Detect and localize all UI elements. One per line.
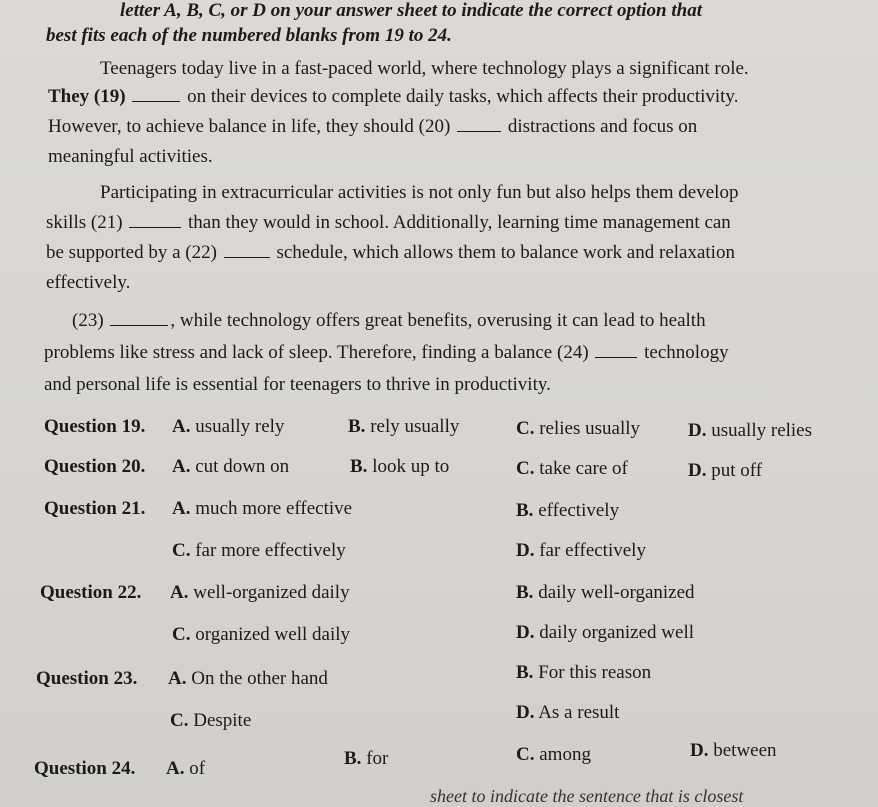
q24-option-c[interactable]: [516, 744, 591, 766]
question-21: [44, 498, 145, 520]
question-20-label: Question 20.: [44, 456, 146, 477]
question-23-label: Question 23.: [36, 668, 138, 689]
q24-option-a[interactable]: [166, 758, 205, 780]
q22-option-c-text: organized well daily: [195, 624, 350, 645]
p2-line-4: effectively.: [46, 272, 131, 293]
q22-option-d[interactable]: [516, 622, 694, 644]
q23-option-d-key: D.: [516, 702, 535, 723]
q21-option-d[interactable]: [516, 540, 646, 562]
q22-option-c-key: C.: [172, 624, 191, 645]
q24-option-c-key: C.: [516, 744, 535, 765]
q19-option-c-key: C.: [516, 418, 535, 439]
q23-option-a-key: A.: [168, 668, 187, 689]
question-19-label: Question 19.: [44, 416, 146, 437]
question-21-label: Question 21.: [44, 498, 146, 519]
p3-line-1: [72, 310, 706, 332]
q23-option-d[interactable]: [516, 702, 619, 724]
q20-option-d-key: D.: [688, 460, 707, 481]
q19-option-b[interactable]: [348, 416, 459, 438]
q24-option-c-text: among: [539, 744, 591, 765]
q22-option-b[interactable]: [516, 582, 695, 604]
q23-option-c-text: Despite: [193, 710, 252, 731]
q22-option-c[interactable]: [172, 624, 350, 646]
p3-line-3: and personal life is essential for teenagers to thrive in productivity.: [44, 374, 551, 395]
q21-option-a[interactable]: [172, 498, 352, 520]
q20-option-b[interactable]: [350, 456, 449, 478]
q19-option-a-text: usually rely: [195, 416, 285, 437]
q21-option-c[interactable]: [172, 540, 346, 562]
q19-option-d-key: D.: [688, 420, 707, 441]
p3-line-2-text-b: technology: [644, 342, 729, 363]
q22-option-b-key: B.: [516, 582, 534, 603]
blank-19: [132, 100, 180, 102]
q21-option-b-text: effectively: [538, 500, 620, 521]
q21-option-a-text: much more effective: [195, 498, 353, 519]
q19-option-b-text: rely usually: [370, 416, 460, 437]
q23-option-b-text: For this reason: [538, 662, 652, 683]
instruction-line-1: letter A, B, C, or D on your answer sheet to indicate the correct option that: [120, 0, 702, 21]
q21-option-c-text: far more effectively: [195, 540, 346, 561]
q20-option-c-key: C.: [516, 458, 535, 479]
p3-line-1-text-a: (23): [72, 310, 104, 331]
q22-option-a-key: A.: [170, 582, 189, 603]
q19-option-d[interactable]: [688, 420, 812, 442]
q20-option-a[interactable]: [172, 456, 289, 478]
q24-option-d-key: D.: [690, 740, 709, 761]
q19-option-a[interactable]: [172, 416, 284, 438]
next-instruction-partial: sheet to indicate the sentence that is closest: [430, 786, 744, 806]
blank-21: [129, 226, 181, 228]
q20-option-a-key: A.: [172, 456, 191, 477]
question-23: [36, 668, 137, 690]
blank-label-19: They (19): [48, 86, 131, 107]
q22-option-a-text: well-organized daily: [193, 582, 350, 603]
q19-option-c-text: relies usually: [539, 418, 641, 439]
p2-line-3-text-a: be supported by a (22): [46, 242, 217, 263]
q21-option-c-key: C.: [172, 540, 191, 561]
p3-line-2: [44, 342, 729, 364]
p2-line-2: [46, 212, 731, 234]
q21-option-d-key: D.: [516, 540, 535, 561]
q24-option-b-text: for: [366, 748, 389, 769]
q21-option-b-key: B.: [516, 500, 534, 521]
q24-option-a-text: of: [189, 758, 206, 779]
q23-option-a[interactable]: [168, 668, 328, 690]
q24-option-d-text: between: [713, 740, 777, 761]
q24-option-d[interactable]: [690, 740, 777, 762]
q21-option-d-text: far effectively: [539, 540, 646, 561]
p1-line-2: [48, 86, 738, 108]
question-19: [44, 416, 145, 438]
q23-option-a-text: On the other hand: [191, 668, 328, 689]
blank-20: [457, 130, 501, 132]
q20-option-b-text: look up to: [372, 456, 450, 477]
p3-line-2-text-a: problems like stress and lack of sleep. Therefore, finding a balance (24): [44, 342, 589, 363]
q20-option-d[interactable]: [688, 460, 762, 482]
q20-option-d-text: put off: [711, 460, 763, 481]
question-20: [44, 456, 145, 478]
q21-option-a-key: A.: [172, 498, 191, 519]
p1-line-3-text-a: However, to achieve balance in life, they should (20): [48, 116, 451, 137]
q19-option-a-key: A.: [172, 416, 191, 437]
q23-option-b[interactable]: [516, 662, 651, 684]
q22-option-d-text: daily organized well: [539, 622, 694, 643]
q20-option-a-text: cut down on: [195, 456, 290, 477]
q23-option-b-key: B.: [516, 662, 534, 683]
question-22: [40, 582, 141, 604]
p1-line-1: Teenagers today live in a fast-paced world, where technology plays a significant role.: [100, 58, 749, 79]
instruction-line-2: best fits each of the numbered blanks from 19 to 24.: [46, 25, 452, 46]
q19-option-b-key: B.: [348, 416, 366, 437]
q22-option-d-key: D.: [516, 622, 535, 643]
q24-option-b-key: B.: [344, 748, 362, 769]
p2-line-3-text-b: schedule, which allows them to balance work and relaxation: [276, 242, 735, 263]
q19-option-d-text: usually relies: [711, 420, 813, 441]
blank-22: [224, 256, 270, 258]
p1-line-3-text-b: distractions and focus on: [507, 116, 698, 137]
p3-line-1-text-b: , while technology offers great benefits, overusing it can lead to health: [170, 310, 706, 331]
q20-option-c[interactable]: [516, 458, 628, 480]
p2-line-2-text-a: skills (21): [46, 212, 123, 233]
q24-option-a-key: A.: [166, 758, 185, 779]
p1-line-4: meaningful activities.: [48, 146, 213, 167]
p1-line-2-text: on their devices to complete daily tasks, which affects their productivity.: [187, 86, 739, 107]
q23-option-c[interactable]: [170, 710, 251, 732]
q20-option-b-key: B.: [350, 456, 368, 477]
p1-line-3: [48, 116, 697, 138]
q19-option-c[interactable]: [516, 418, 640, 440]
blank-24: [595, 356, 637, 358]
question-22-label: Question 22.: [40, 582, 142, 603]
question-24-label: Question 24.: [34, 758, 136, 779]
p2-line-1: Participating in extracurricular activities is not only fun but also helps them develop: [100, 182, 739, 203]
q23-option-d-text: As a result: [538, 702, 620, 723]
q23-option-c-key: C.: [170, 710, 189, 731]
blank-23: [110, 324, 168, 326]
p2-line-2-text-b: than they would in school. Additionally, learning time management can: [188, 212, 731, 233]
q22-option-a[interactable]: [170, 582, 350, 604]
q22-option-b-text: daily well-organized: [538, 582, 695, 603]
q21-option-b[interactable]: [516, 500, 619, 522]
p2-line-3: [46, 242, 735, 264]
question-24: [34, 758, 135, 780]
q24-option-b[interactable]: [344, 748, 388, 770]
q20-option-c-text: take care of: [539, 458, 628, 479]
